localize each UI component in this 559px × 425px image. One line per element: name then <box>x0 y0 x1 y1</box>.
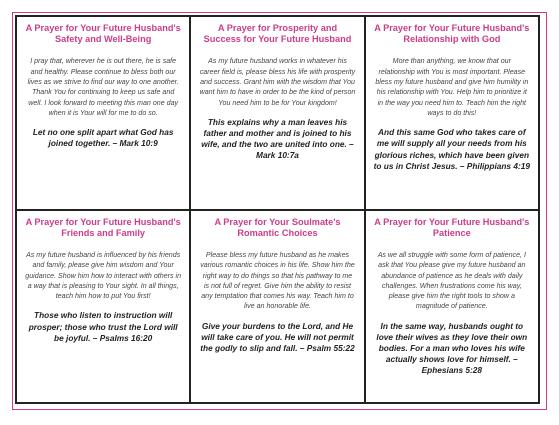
card-prayer-text: Please bless my future husband as he makes various romantic choices in his life. Show him the right way to do things so that his pathway to me is not full of regret. Give him the ability to resist any temptation that comes his way. Teach him to live an honorable life. <box>200 250 355 311</box>
card-verse: This explains why a man leaves his father and mother and is joined to his wife, and the two are united into one. – Mark 10:7a <box>201 116 354 161</box>
card-title: A Prayer for Prosperity and Success for Your Future Husband <box>203 23 352 45</box>
card-prayer-text: I pray that, wherever he is out there, he is safe and healthy. Please continue to bless both our lives as we strive to find our way to one another. Thank You for continuing to keep us safe and well. I look forward to meeting this man one day when it is Your will for me to do so. <box>27 57 179 117</box>
prayer-card-safety <box>17 17 191 211</box>
card-prayer-text: As my future husband works in whatever his career field is, please bless his life with prosperity and success. Grant him with the wisdom that You want him to have in order to be the kind of person You need him to be for Your kingdom! <box>199 57 356 107</box>
card-prayer-text: As my future husband is influenced by his friends and family, please give him wisdom and Your guidance. Show him how to interact with others in a way that is pleasing to Your sight. In all things, teach him how to put You first! <box>25 250 182 301</box>
prayer-card-patience <box>366 211 540 405</box>
card-prayer-text: More than anything, we know that our relationship with You is most important. Please bless my future husband and give him humility in his relationship with You. Help him to prioritize it in the way you need him to. Teach him the right ways to do this! <box>375 57 529 117</box>
card-verse: In the same way, husbands ought to love their wives as they love their own bodies. For a man who loves his wife actually shows love for himself. – Ephesians 5:28 <box>376 320 528 376</box>
card-title: A Prayer for Your Future Husband's Safety and Well-Being <box>25 23 181 45</box>
card-title: A Prayer for Your Future Husband's Patience <box>374 216 530 238</box>
card-verse: Give your burdens to the Lord, and He will take care of you. He will not permit the godly to slip and fall. – Psalm 55:22 <box>200 320 355 353</box>
prayer-card-prosperity <box>191 17 365 211</box>
card-title: A Prayer for Your Future Husband's Relationship with God <box>374 23 530 45</box>
prayer-card-friends-family <box>17 211 191 405</box>
prayer-card-grid <box>15 15 540 404</box>
card-verse: Those who listen to instruction will prosper; those who trust the Lord will be joyful. – Psalms 16:20 <box>28 310 178 343</box>
card-verse: And this same God who takes care of me will supply all your needs from his glorious riches, which have been given to us in Christ Jesus. – Philippians 4:19 <box>373 127 530 171</box>
card-title: A Prayer for Your Future Husband's Friends and Family <box>25 216 181 238</box>
card-title: A Prayer for Your Soulmate's Romantic Choices <box>214 216 341 238</box>
card-verse: Let no one split apart what God has joined together. – Mark 10:9 <box>32 127 174 149</box>
prayer-card-relationship-with-god <box>366 17 540 211</box>
prayer-card-romantic-choices <box>191 211 365 405</box>
card-prayer-text: As we all struggle with some form of patience, I ask that You please give my future husband an abundance of patience as he deals with daily challenges. When frustrations come his way, please give him the right tools to show a magnitude of patience. <box>377 250 526 311</box>
